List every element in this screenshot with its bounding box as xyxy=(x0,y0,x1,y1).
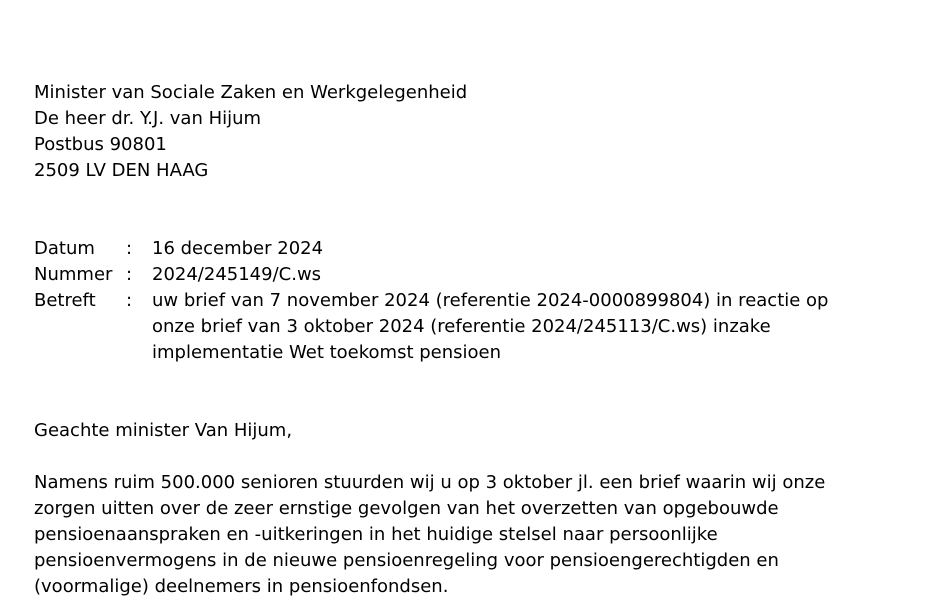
letter-metadata xyxy=(34,236,914,366)
betreft-value xyxy=(152,288,914,366)
paragraph-line: Namens ruim 500.000 senioren stuurden wij u op 3 oktober jl. een brief waarin wij onze xyxy=(34,472,826,493)
address-line: Postbus 90801 xyxy=(34,134,167,155)
betreft-colon: : xyxy=(126,290,133,311)
nummer-label: Nummer xyxy=(34,264,113,285)
salutation: Geachte minister Van Hijum, xyxy=(34,420,293,441)
body-paragraph xyxy=(34,470,914,600)
address-line: 2509 LV DEN HAAG xyxy=(34,160,209,181)
betreft-line: onze brief van 3 oktober 2024 (referentie 2024/245113/C.ws) inzake xyxy=(152,316,771,337)
nummer-colon: : xyxy=(126,264,133,285)
address-line: Minister van Sociale Zaken en Werkgelegenheid xyxy=(34,82,468,103)
betreft-label: Betreft xyxy=(34,290,96,311)
paragraph-line: (voormalige) deelnemers in pensioenfondsen. xyxy=(34,576,449,597)
betreft-line: implementatie Wet toekomst pensioen xyxy=(152,342,502,363)
datum-colon: : xyxy=(126,238,133,259)
nummer-value: 2024/245149/C.ws xyxy=(152,264,322,285)
paragraph-line: pensioenaanspraken en -uitkeringen in het huidige stelsel naar persoonlijke xyxy=(34,524,718,545)
paragraph-line: pensioenvermogens in de nieuwe pensioenregeling voor pensioengerechtigden en xyxy=(34,550,779,571)
address-line: De heer dr. Y.J. van Hijum xyxy=(34,108,262,129)
betreft-line: uw brief van 7 november 2024 (referentie 2024-0000899804) in reactie op xyxy=(152,290,829,311)
recipient-address xyxy=(34,80,914,184)
paragraph-line: zorgen uitten over de zeer ernstige gevolgen van het overzetten van opgebouwde xyxy=(34,498,779,519)
datum-label: Datum xyxy=(34,238,95,259)
datum-value: 16 december 2024 xyxy=(152,238,324,259)
letter-page xyxy=(34,80,914,600)
